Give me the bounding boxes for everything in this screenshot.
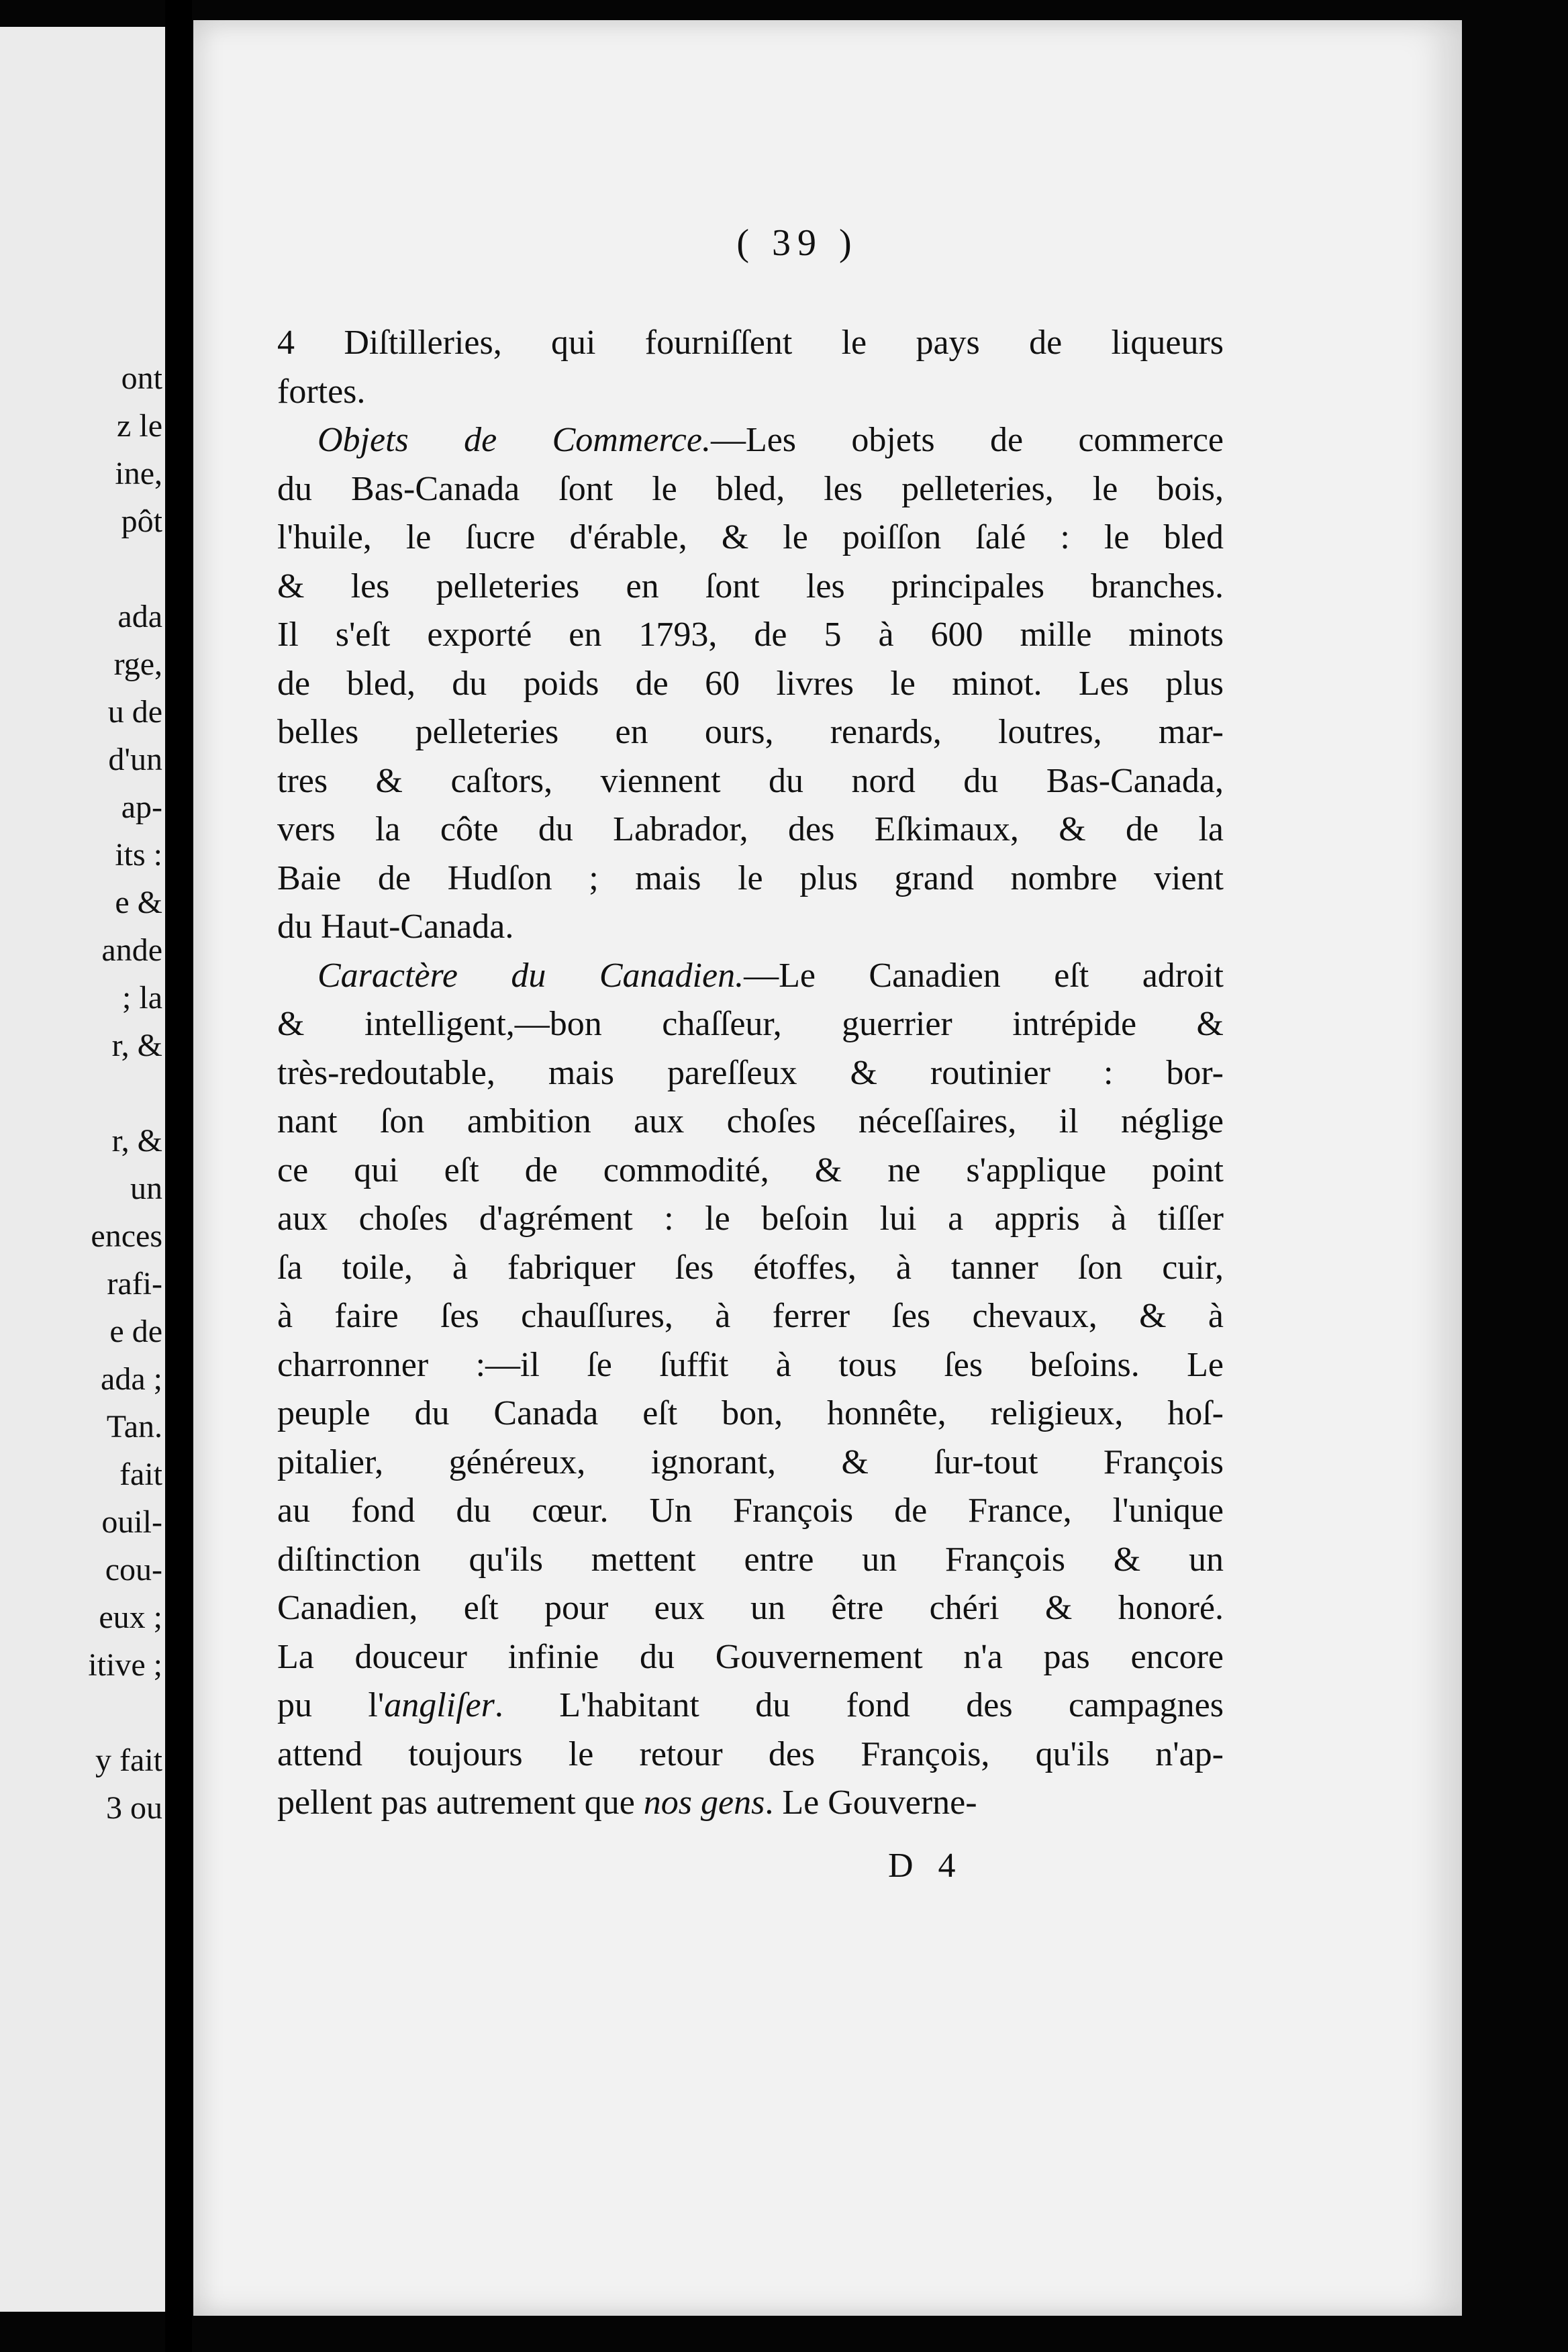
left-page-line: e de <box>109 1314 162 1349</box>
left-page-line <box>88 1069 162 1117</box>
line-text: pellent pas autrement que <box>277 1783 635 1822</box>
line-text: pitalier, généreux, ignorant, & ſur-tout François <box>277 1442 1224 1481</box>
signature-mark: D 4 <box>888 1847 964 1885</box>
text-line <box>277 1244 1224 1293</box>
text-line <box>277 611 1224 660</box>
text-line <box>277 952 1224 1001</box>
left-page-line: u de <box>107 694 162 730</box>
line-text: pu l' <box>277 1686 385 1724</box>
text-line <box>277 513 1224 562</box>
left-page-line: e & <box>115 885 162 920</box>
book-gutter <box>165 0 192 2352</box>
left-page-line: ouil- <box>101 1504 162 1540</box>
text-line <box>277 1681 1224 1730</box>
text-line <box>277 1292 1224 1341</box>
left-page-line <box>88 1689 162 1736</box>
left-page-line: 3 ou <box>106 1790 162 1826</box>
page-number: ( 39 ) <box>736 222 859 264</box>
text-line <box>277 319 1224 368</box>
italic-text: angliſer <box>384 1686 495 1724</box>
text-line <box>277 854 1224 903</box>
left-page-line: its : <box>115 837 162 873</box>
right-page <box>193 20 1462 2316</box>
line-text: Baie de Hudſon ; mais le plus grand nombre vient <box>277 859 1224 897</box>
text-line <box>277 1146 1224 1195</box>
left-page-line: r, & <box>111 1123 162 1159</box>
line-text: & intelligent,—bon chaſſeur, guerrier intrépide & <box>277 1005 1224 1043</box>
line-text: Canadien, eſt pour eux un être chéri & honoré. <box>277 1589 1224 1627</box>
text-line <box>277 1341 1224 1390</box>
left-page-line: ences <box>91 1218 162 1254</box>
line-text: tres & caſtors, viennent du nord du Bas-Canada, <box>277 761 1224 800</box>
line-text: au fond du cœur. Un François de France, l'unique <box>277 1491 1224 1530</box>
text-line <box>277 465 1224 514</box>
left-page <box>0 27 165 2312</box>
italic-text: Caractère du Canadien. <box>317 956 744 995</box>
left-page-line: ap- <box>121 789 162 825</box>
text-line <box>277 1389 1224 1438</box>
left-page-margin-text <box>88 354 162 1832</box>
line-text: fortes. <box>277 372 366 411</box>
line-text: & les pelleteries en ſont les principales branches. <box>277 567 1224 605</box>
line-text: 4 Diſtilleries, qui fourniſſent le pays de liqueurs <box>277 324 1224 362</box>
line-text: aux choſes d'agrément : le beſoin lui a appris à tiſſer <box>277 1199 1224 1238</box>
left-page-line: y fait <box>95 1743 162 1778</box>
left-page-line: Tan. <box>106 1409 162 1444</box>
line-text: très-redoutable, mais pareſſeux & routinier : bor- <box>277 1053 1224 1092</box>
left-page-line: d'un <box>108 742 162 777</box>
line-text: nant ſon ambition aux choſes néceſſaires, il néglige <box>277 1102 1224 1140</box>
text-line <box>277 416 1224 465</box>
line-text: de bled, du poids de 60 livres le minot. Les plus <box>277 664 1224 703</box>
text-line <box>277 1487 1224 1536</box>
left-page-line: fait <box>119 1457 162 1492</box>
line-text: —Le Canadien eſt adroit <box>744 956 1224 995</box>
line-text: diſtinction qu'ils mettent entre un François & un <box>277 1540 1224 1579</box>
left-page-line: cou- <box>105 1552 162 1587</box>
left-page-line: itive ; <box>88 1647 162 1683</box>
left-page-line: z le <box>117 408 162 444</box>
left-page-line: pôt <box>121 503 162 539</box>
line-text: peuple du Canada eſt bon, honnête, religieux, hoſ- <box>277 1394 1224 1432</box>
text-line <box>277 1633 1224 1682</box>
text-line <box>277 1097 1224 1146</box>
italic-text: Objets de Commerce. <box>317 421 711 459</box>
line-text: —Les objets de commerce <box>710 421 1224 459</box>
left-page-line: ande <box>101 932 162 968</box>
line-text: du Haut-Canada. <box>277 908 514 946</box>
text-line <box>277 1730 1224 1779</box>
text-line <box>277 368 1224 417</box>
text-line <box>277 1049 1224 1098</box>
text-line <box>277 1536 1224 1585</box>
left-page-line: un <box>130 1171 162 1206</box>
left-page-line: ont <box>121 360 162 396</box>
text-line <box>277 1779 1224 1828</box>
italic-text: nos gens <box>643 1783 765 1822</box>
text-line <box>277 757 1224 806</box>
left-page-line: ada ; <box>101 1361 162 1397</box>
left-page-line: ; la <box>122 980 162 1016</box>
line-text: . L'habitant du fond des campagnes <box>494 1686 1224 1724</box>
left-page-line: r, & <box>111 1028 162 1063</box>
text-line <box>277 903 1224 952</box>
line-text: Il s'eſt exporté en 1793, de 5 à 600 mille minots <box>277 616 1224 654</box>
line-text: du Bas-Canada ſont le bled, les pelleteries, le bois, <box>277 469 1224 508</box>
text-line <box>277 562 1224 611</box>
left-page-line: rafi- <box>107 1266 162 1302</box>
left-page-line: ine, <box>115 456 162 491</box>
line-text: à faire ſes chauſſures, à ferrer ſes chevaux, & à <box>277 1297 1224 1335</box>
left-page-line: rge, <box>113 646 162 682</box>
text-line <box>277 805 1224 854</box>
line-text: vers la côte du Labrador, des Eſkimaux, & de la <box>277 810 1224 848</box>
left-page-line <box>88 545 162 593</box>
text-line <box>277 1438 1224 1487</box>
text-line <box>277 1195 1224 1244</box>
body-text <box>277 319 1224 1828</box>
text-line <box>277 660 1224 709</box>
line-text: belles pelleteries en ours, renards, loutres, mar- <box>277 713 1224 751</box>
left-page-line: eux ; <box>99 1600 162 1635</box>
line-text: l'huile, le ſucre d'érable, & le poiſſon ſalé : le bled <box>277 518 1224 556</box>
line-text: attend toujours le retour des François, qu'ils n'ap- <box>277 1734 1224 1773</box>
line-text: ce qui eſt de commodité, & ne s'applique point <box>277 1150 1224 1189</box>
line-text: La douceur infinie du Gouvernement n'a pas encore <box>277 1637 1224 1676</box>
line-text: ſa toile, à fabriquer ſes étoffes, à tanner ſon cuir, <box>277 1248 1224 1287</box>
line-text: charronner :—il ſe ſuffit à tous ſes beſoins. Le <box>277 1345 1224 1384</box>
text-line <box>277 1000 1224 1049</box>
text-line <box>277 708 1224 757</box>
left-page-line: ada <box>117 599 162 634</box>
text-line <box>277 1584 1224 1633</box>
line-text: . Le Gouverne- <box>765 1783 977 1822</box>
